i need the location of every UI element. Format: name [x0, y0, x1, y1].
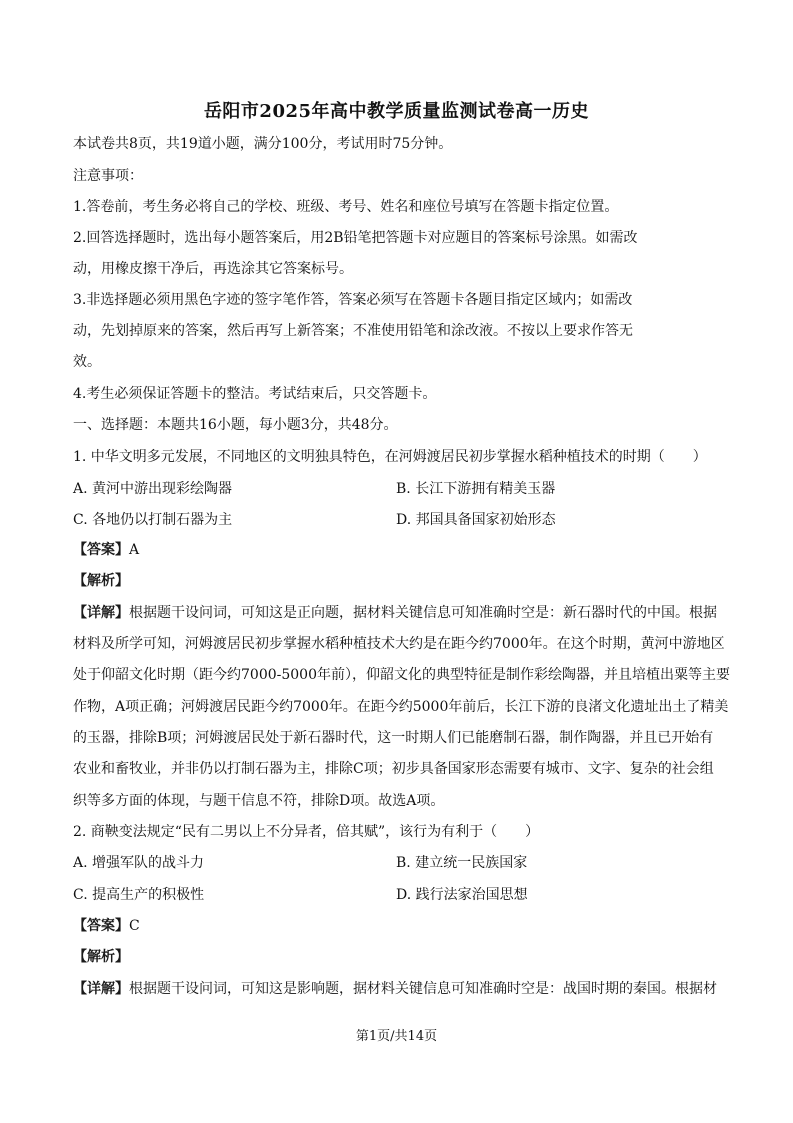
analysis-tag: 【解析】	[73, 573, 129, 589]
analysis-tag: 【解析】	[73, 949, 129, 965]
detail-text: 根据题干设问词，可知这是影响题，据材料关键信息可知准确时空是：战国时期的秦国。根据材	[129, 981, 717, 997]
question-1-stem: 1. 中华文明多元发展，不同地区的文明独具特色，在河姆渡居民初步掌握水稻种植技术的时期（ ）	[73, 449, 707, 465]
question-1-detail-line-4: 作物，A项正确；河姆渡居民距今约7000年。在距今约5000年前后，长江下游的良渚文化遗址出土了精美	[73, 699, 729, 715]
answer-tag: 【答案】	[73, 542, 129, 558]
detail-text: 根据题干设问词，可知这是正向题，据材料关键信息可知准确时空是：新石器时代的中国。根据	[129, 605, 717, 621]
question-1-analysis-tag	[73, 571, 723, 591]
question-2-stem: 2. 商鞅变法规定“民有二男以上不分异者，倍其赋”，该行为有利于（ ）	[73, 824, 540, 840]
question-1-detail-line-1	[73, 603, 723, 623]
note-2-line-1: 2.回答选择题时，选出每小题答案后，用2B铅笔把答题卡对应题目的答案标号涂黑。如需改	[73, 230, 638, 246]
page-footer: 第1页/共14页	[355, 1029, 438, 1044]
question-2-detail-line-1	[73, 979, 723, 999]
answer-tag: 【答案】	[73, 918, 129, 934]
note-4: 4.考生必须保证答题卡的整洁。考试结束后，只交答题卡。	[73, 386, 437, 402]
question-2-option-a: A. 增强军队的战斗力	[73, 855, 205, 871]
question-2-analysis-tag	[73, 947, 723, 967]
question-1-detail-line-3: 处于仰韶文化时期（距今约7000-5000年前），仰韶文化的典型特征是制作彩绘陶器，并且培植出粟等主要	[73, 667, 730, 683]
note-3-line-3: 效。	[73, 354, 101, 370]
question-1-detail-line-6: 农业和畜牧业，并非仍以打制石器为主，排除C项；初步具备国家形态需要有城市、文字、复杂的社会组	[73, 761, 714, 777]
question-1-detail-line-5: 的玉器，排除B项；河姆渡居民处于新石器时代，这一时期人们已能磨制石器，制作陶器，并且已开始有	[73, 730, 714, 746]
question-1-option-a: A. 黄河中游出现彩绘陶器	[73, 481, 233, 497]
question-2-option-d: D. 践行法家治国思想	[396, 887, 528, 903]
section-heading: 一、选择题：本题共16小题，每小题3分，共48分。	[73, 417, 398, 433]
question-2-answer	[73, 916, 723, 936]
question-2-option-b: B. 建立统一民族国家	[396, 855, 528, 871]
page-title: 岳阳市2025年高中教学质量监测试卷高一历史	[203, 101, 590, 122]
detail-tag: 【详解】	[73, 605, 129, 621]
question-1-detail-line-7: 织等多方面的体现，与题干信息不符，排除D项。故选A项。	[73, 793, 445, 809]
note-1: 1.答卷前，考生务必将自己的学校、班级、考号、姓名和座位号填写在答题卡指定位置。	[73, 199, 619, 215]
question-1-option-c: C. 各地仍以打制石器为主	[73, 512, 233, 528]
answer-value: A	[129, 542, 140, 558]
question-1-answer	[73, 540, 723, 560]
question-1-detail-line-2: 材料及所学可知，河姆渡居民初步掌握水稻种植技术大约是在距今约7000年。在这个时期，黄河中游地区	[73, 636, 725, 652]
question-1-option-d: D. 邦国具备国家初始形态	[396, 512, 556, 528]
detail-tag: 【详解】	[73, 981, 129, 997]
note-3-line-1: 3.非选择题必须用黑色字迹的签字笔作答，答案必须写在答题卡各题目指定区域内；如需改	[73, 292, 633, 308]
question-1-option-b: B. 长江下游拥有精美玉器	[396, 481, 556, 497]
answer-value: C	[129, 918, 140, 934]
notes-heading: 注意事项：	[73, 168, 143, 184]
note-2-line-2: 动，用橡皮擦干净后，再选涂其它答案标号。	[73, 261, 353, 277]
note-3-line-2: 动，先划掉原来的答案，然后再写上新答案；不准使用铅笔和涂改液。不按以上要求作答无	[73, 323, 633, 339]
intro-text: 本试卷共8页，共19道小题，满分100分，考试用时75分钟。	[73, 136, 453, 152]
question-2-option-c: C. 提高生产的积极性	[73, 887, 205, 903]
